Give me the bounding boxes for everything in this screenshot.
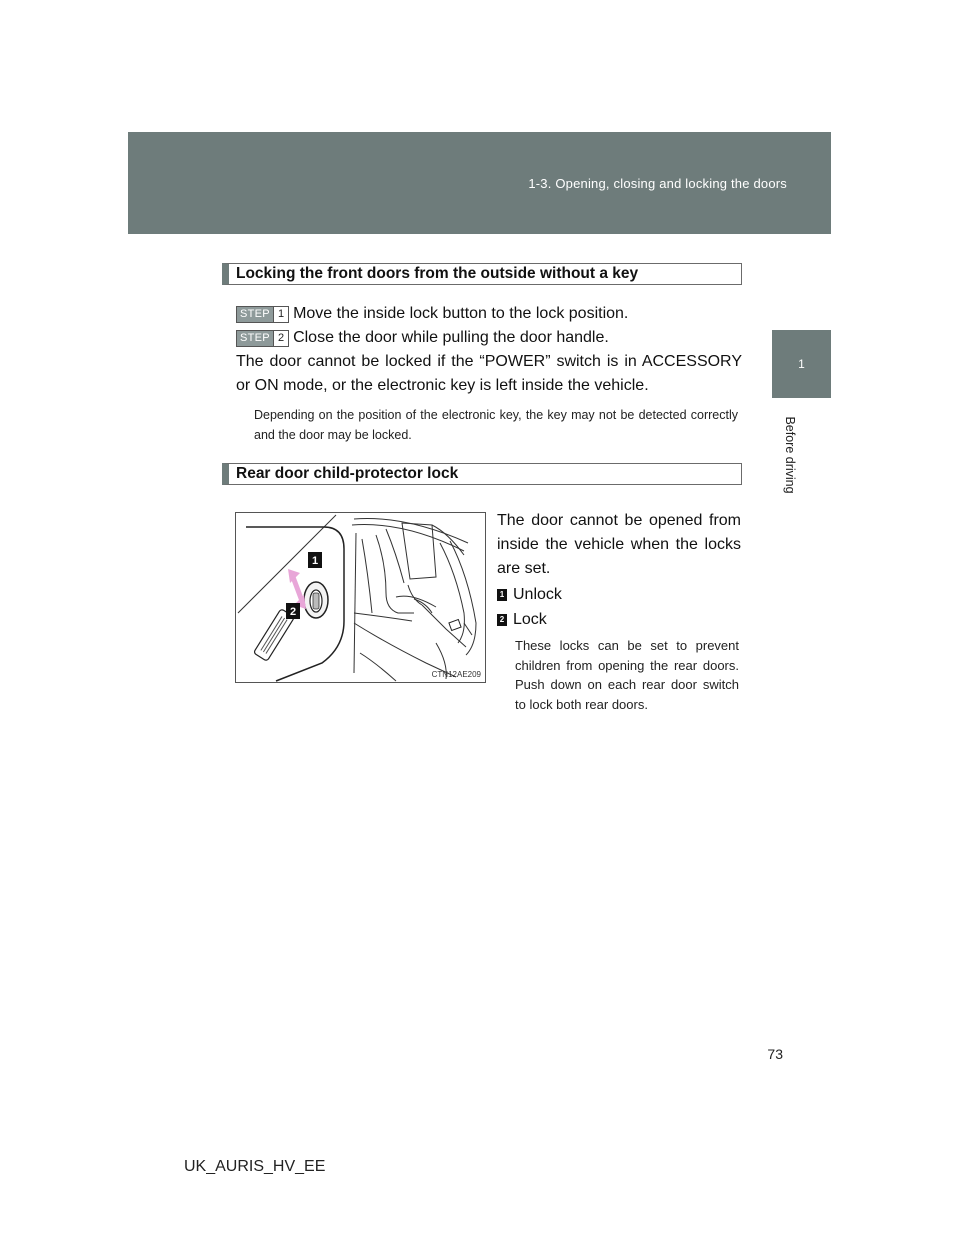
page-number: 73 xyxy=(767,1046,783,1062)
chapter-side-label xyxy=(760,410,820,500)
chapter-header-band xyxy=(128,132,831,234)
step-badge: STEP 2 xyxy=(236,330,289,347)
callout-2-text: 2 xyxy=(289,606,297,618)
child-lock-paragraph: The door cannot be opened from inside the vehicle when the locks are set. xyxy=(497,512,741,577)
chapter-title: 1-3. Opening, closing and locking the doors xyxy=(528,176,787,191)
step-badge: STEP 1 xyxy=(236,306,289,323)
legend-item-unlock xyxy=(497,585,562,605)
electronic-key-note: Depending on the position of the electronic key, the key may not be detected correctly and the door may be locked. xyxy=(254,408,738,442)
door-illustration-svg xyxy=(236,513,485,682)
step-text: Close the door while pulling the door handle. xyxy=(293,329,609,346)
lock-condition-paragraph: The door cannot be locked if the “POWER” switch is in ACCESSORY or ON mode, or the electronic key is left inside the vehicle. xyxy=(236,353,742,394)
child-lock-knob xyxy=(304,582,328,618)
step-2 xyxy=(236,328,609,348)
chapter-number-tab xyxy=(772,330,831,398)
document-code: UK_AURIS_HV_EE xyxy=(184,1158,326,1175)
step-1 xyxy=(236,304,628,324)
section-heading-locking-without-key: Locking the front doors from the outside without a key xyxy=(222,263,742,285)
child-lock-illustration xyxy=(235,512,486,683)
chapter-name: Before driving xyxy=(783,416,797,494)
legend-badge: 2 xyxy=(497,614,507,626)
legend-label: Lock xyxy=(513,611,547,628)
section-heading-child-protector-lock: Rear door child-protector lock xyxy=(222,463,742,485)
step-text: Move the inside lock button to the lock position. xyxy=(293,305,629,322)
chapter-number: 1 xyxy=(798,357,805,371)
door-lock-detail xyxy=(449,620,461,631)
legend-badge: 1 xyxy=(497,589,507,601)
child-lock-note: These locks can be set to prevent children from opening the rear doors. Push down on each rear door switch to lock both rear doors. xyxy=(515,638,739,712)
figure-code: CTN12AE209 xyxy=(431,670,481,679)
legend-item-lock xyxy=(497,610,547,630)
legend-label: Unlock xyxy=(513,586,562,603)
car-open-door xyxy=(352,519,476,682)
callout-1-text: 1 xyxy=(311,555,319,567)
